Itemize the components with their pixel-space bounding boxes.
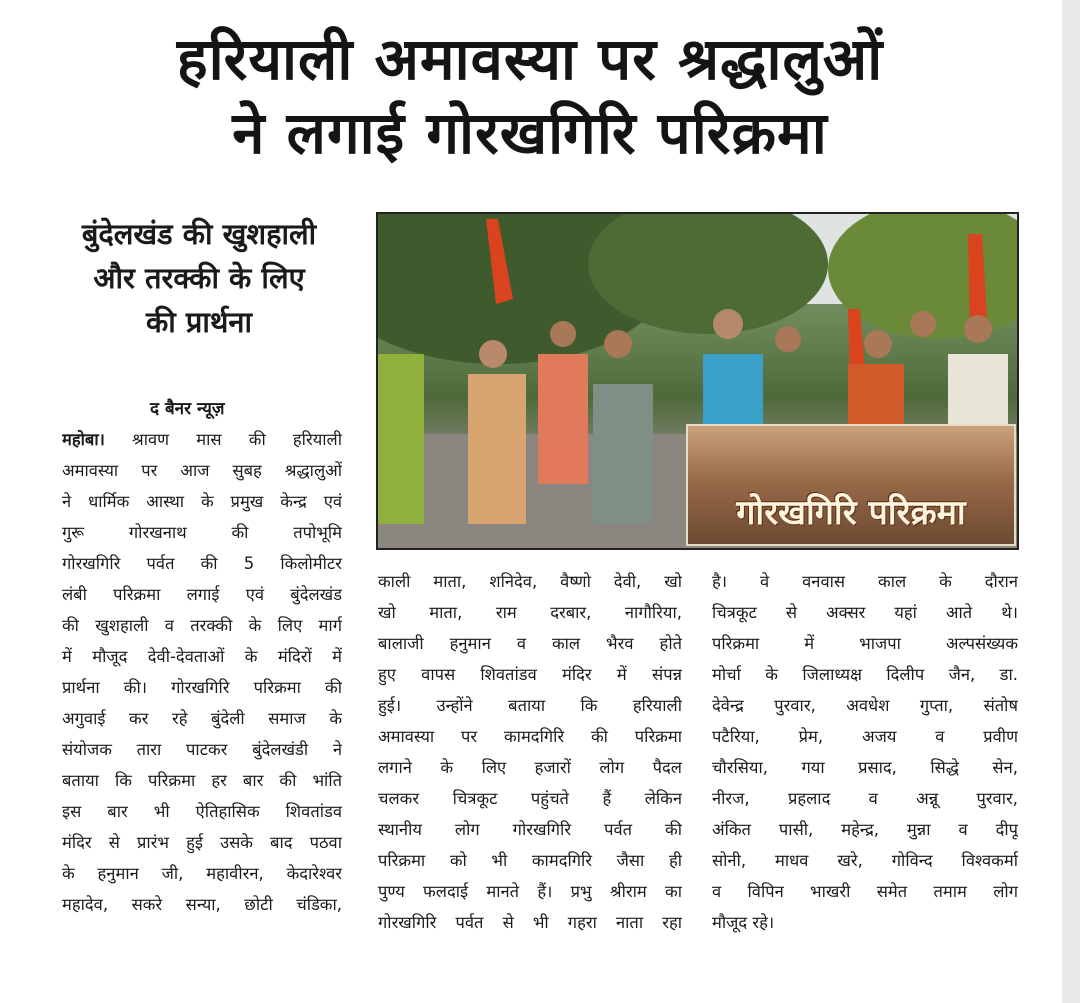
article-line: के हनुमान जी, महावीरन, केदारेश्वर — [62, 864, 342, 883]
subheadline-line-2: और तरक्की के लिए — [93, 261, 305, 295]
subheadline — [44, 212, 354, 344]
article-line: महादेव, सकरे सन्या, छोटी चंडिका, — [62, 895, 342, 914]
article-line: गुरू गोरखनाथ की तपोभूमि — [62, 523, 342, 542]
article-line: खो माता, राम दरबार, नागौरिया, — [378, 603, 682, 622]
article-line: अमावस्या पर आज सुबह श्रद्धालुओं — [62, 461, 342, 480]
article-line: चलकर चित्रकूट पहुंचते हैं लेकिन — [378, 789, 682, 808]
article-line — [62, 424, 342, 455]
article-line: पुण्य फलदाई मानते हैं। प्रभु श्रीराम का — [378, 882, 682, 901]
article-line: में मौजूद देवी-देवताओं के मंदिरों में — [62, 647, 342, 666]
headline-line-1: हरियाली अमावस्या पर श्रद्धालुओं — [176, 25, 884, 93]
article-line: अमावस्या पर कामदगिरि की परिक्रमा — [378, 727, 682, 746]
headline — [20, 22, 1040, 170]
article-line: लंबी परिक्रमा लगाई एवं बुंदेलखंड — [62, 585, 342, 604]
article-line: की खुशहाली व तरक्की के लिए मार्ग — [62, 616, 342, 635]
article-line: गोरखगिरि पर्वत की 5 किलोमीटर — [62, 554, 342, 573]
article-line: पटैरिया, प्रेम, अजय व प्रवीण — [712, 727, 1018, 746]
article-line: लगाने के लिए हजारों लोग पैदल — [378, 758, 682, 777]
subheadline-line-3: की प्रार्थना — [145, 305, 253, 339]
article-column-2 — [378, 566, 682, 938]
article-line: इस बार भी ऐतिहासिक शिवतांडव — [62, 802, 342, 821]
article-line: देवेन्द्र पुरवार, अवधेश गुप्ता, संतोष — [712, 696, 1018, 715]
article-line: सोनी, माधव खरे, गोविन्द विश्वकर्मा — [712, 851, 1018, 870]
article-line: मौजूद रहे। — [712, 913, 775, 932]
banner-text: गोरखगिरि परिक्रमा — [736, 493, 966, 533]
headline-line-2: ने लगाई गोरखगिरि परिक्रमा — [232, 99, 828, 167]
article-line: है। वे वनवास काल के दौरान — [712, 572, 1018, 591]
article-line: अगुवाई कर रहे बुंदेली समाज के — [62, 709, 342, 728]
article-line: मोर्चा के जिलाध्यक्ष दिलीप जैन, डा. — [712, 665, 1018, 684]
article-line: परिक्रमा में भाजपा अल्पसंख्यक — [712, 634, 1018, 653]
dateline: महोबा। — [62, 430, 105, 449]
article-line: अंकित पासी, महेन्द्र, मुन्ना व दीपू — [712, 820, 1018, 839]
article-line: ने धार्मिक आस्था के प्रमुख केन्द्र एवं — [62, 492, 342, 511]
article-line: बालाजी हनुमान व काल भैरव होते — [378, 634, 682, 653]
article-line: काली माता, शनिदेव, वैष्णो देवी, खो — [378, 572, 682, 591]
article-line: नीरज, प्रहलाद व अन्नू पुरवार, — [712, 789, 1018, 808]
article-line: हुए वापस शिवतांडव मंदिर में संपन्न — [378, 665, 682, 684]
article-line: हुई। उन्होंने बताया कि हरियाली — [378, 696, 682, 715]
parikrama-banner — [686, 424, 1016, 546]
page-edge — [1062, 0, 1080, 1003]
article-line: परिक्रमा को भी कामदगिरि जैसा ही — [378, 851, 682, 870]
article-line: चित्रकूट से अक्सर यहां आते थे। — [712, 603, 1018, 622]
byline: द बैनर न्यूज़ — [150, 399, 225, 419]
subheadline-line-1: बुंदेलखंड की खुशहाली — [81, 217, 317, 251]
article-line: प्रार्थना की। गोरखगिरि परिक्रमा की — [62, 678, 342, 697]
article-line: मंदिर से प्रारंभ हुई उसके बाद पठवा — [62, 833, 342, 852]
article-line: गोरखगिरि पर्वत से भी गहरा नाता रहा — [378, 913, 682, 932]
article-line: चौरसिया, गया प्रसाद, सिद्धे सेन, — [712, 758, 1018, 777]
article-column-3 — [712, 566, 1018, 938]
article-line: संयोजक तारा पाटकर बुंदेलखंडी ने — [62, 740, 342, 759]
article-line: व विपिन भाखरी समेत तमाम लोग — [712, 882, 1018, 901]
article-column-1 — [62, 424, 342, 920]
news-photo — [376, 212, 1019, 550]
article-line-text: श्रावण मास की हरियाली — [132, 430, 342, 449]
article-line: स्थानीय लोग गोरखगिरि पर्वत की — [378, 820, 682, 839]
article-line: बताया कि परिक्रमा हर बार की भांति — [62, 771, 342, 790]
